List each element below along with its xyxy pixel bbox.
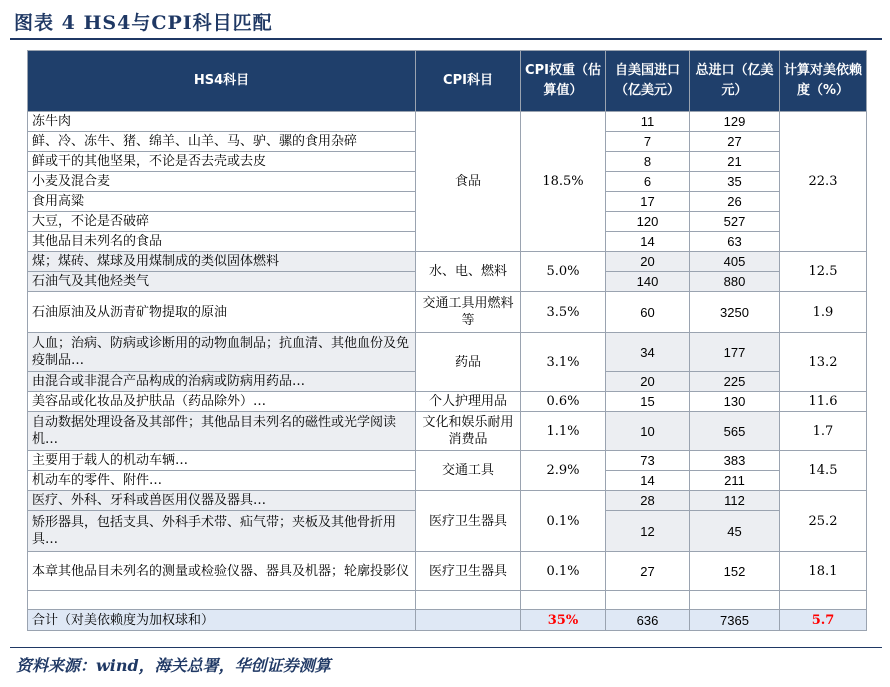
total-import-value: 129 bbox=[690, 112, 780, 132]
total-label: 合计（对美依赖度为加权球和） bbox=[28, 610, 416, 631]
cpi-weight: 0.6% bbox=[521, 392, 606, 412]
dependency-value: 1.9 bbox=[780, 292, 867, 333]
hs4-item: 小麦及混合麦 bbox=[28, 172, 416, 192]
hs4-item: 美容品或化妆品及护肤品（药品除外）… bbox=[28, 392, 416, 412]
total-import-value: 26 bbox=[690, 192, 780, 212]
dependency-value: 14.5 bbox=[780, 451, 867, 491]
cpi-category: 医疗卫生器具 bbox=[416, 552, 521, 591]
us-import-value: 15 bbox=[606, 392, 690, 412]
total-import-value: 211 bbox=[690, 471, 780, 491]
total-import-value: 63 bbox=[690, 232, 780, 252]
dependency-value: 22.3 bbox=[780, 112, 867, 252]
cpi-category: 水、电、燃料 bbox=[416, 252, 521, 292]
total-import-value: 405 bbox=[690, 252, 780, 272]
cpi-category: 文化和娱乐耐用消费品 bbox=[416, 412, 521, 451]
dependency-value: 18.1 bbox=[780, 552, 867, 591]
table-row bbox=[28, 112, 867, 132]
source-note: 资料来源：wind，海关总署，华创证券测算 bbox=[16, 656, 331, 675]
hs4-item: 大豆，不论是否破碎 bbox=[28, 212, 416, 232]
header-hs4: HS4科目 bbox=[28, 51, 416, 112]
cpi-category: 药品 bbox=[416, 333, 521, 392]
dependency-value: 25.2 bbox=[780, 491, 867, 552]
cpi-category: 个人护理用品 bbox=[416, 392, 521, 412]
hs4-item: 冻牛肉 bbox=[28, 112, 416, 132]
dependency-value: 13.2 bbox=[780, 333, 867, 392]
total-import-value: 225 bbox=[690, 372, 780, 392]
total-total-import: 7365 bbox=[690, 610, 780, 631]
total-us-import: 636 bbox=[606, 610, 690, 631]
cpi-category: 医疗卫生器具 bbox=[416, 491, 521, 552]
hs4-item: 医疗、外科、牙科或兽医用仪器及器具… bbox=[28, 491, 416, 511]
hs4-item: 人血；治病、防病或诊断用的动物血制品；抗血清、其他血份及免疫制品… bbox=[28, 333, 416, 372]
total-import-value: 177 bbox=[690, 333, 780, 372]
cpi-weight: 2.9% bbox=[521, 451, 606, 491]
hs4-item: 鲜、冷、冻牛、猪、绵羊、山羊、马、驴、骡的食用杂碎 bbox=[28, 132, 416, 152]
us-import-value: 12 bbox=[606, 511, 690, 552]
hs4-item: 食用高粱 bbox=[28, 192, 416, 212]
us-import-value: 11 bbox=[606, 112, 690, 132]
total-import-value: 383 bbox=[690, 451, 780, 471]
cpi-weight: 18.5% bbox=[521, 112, 606, 252]
hs4-item: 机动车的零件、附件… bbox=[28, 471, 416, 491]
table-row bbox=[28, 333, 867, 372]
figure-title: 图表 4 HS4与CPI科目匹配 bbox=[14, 12, 273, 34]
dependency-value: 12.5 bbox=[780, 252, 867, 292]
total-weight: 35% bbox=[521, 610, 606, 631]
header-cpi: CPI科目 bbox=[416, 51, 521, 112]
us-import-value: 20 bbox=[606, 252, 690, 272]
source-divider bbox=[10, 647, 882, 648]
table-row bbox=[28, 392, 867, 412]
us-import-value: 73 bbox=[606, 451, 690, 471]
us-import-value: 10 bbox=[606, 412, 690, 451]
total-import-value: 45 bbox=[690, 511, 780, 552]
us-import-value: 17 bbox=[606, 192, 690, 212]
hs4-item: 煤；煤砖、煤球及用煤制成的类似固体燃料 bbox=[28, 252, 416, 272]
dependency-value: 1.7 bbox=[780, 412, 867, 451]
us-import-value: 7 bbox=[606, 132, 690, 152]
us-import-value: 8 bbox=[606, 152, 690, 172]
hs4-item: 本章其他品目未列名的测量或检验仪器、器具及机器；轮廓投影仪 bbox=[28, 552, 416, 591]
hs4-item: 其他品目未列名的食品 bbox=[28, 232, 416, 252]
total-row bbox=[28, 610, 867, 631]
hs4-item: 主要用于载人的机动车辆… bbox=[28, 451, 416, 471]
cpi-category: 食品 bbox=[416, 112, 521, 252]
total-import-value: 880 bbox=[690, 272, 780, 292]
hs4-item: 石油气及其他烃类气 bbox=[28, 272, 416, 292]
total-import-value: 27 bbox=[690, 132, 780, 152]
table-row bbox=[28, 451, 867, 471]
hs4-item: 由混合或非混合产品构成的治病或防病用药品… bbox=[28, 372, 416, 392]
us-import-value: 140 bbox=[606, 272, 690, 292]
us-import-value: 20 bbox=[606, 372, 690, 392]
header-dependency: 计算对美依赖度（%） bbox=[780, 51, 867, 112]
cpi-weight: 3.5% bbox=[521, 292, 606, 333]
cpi-weight: 1.1% bbox=[521, 412, 606, 451]
us-import-value: 34 bbox=[606, 333, 690, 372]
title-divider bbox=[10, 38, 882, 40]
hs4-item: 鲜或干的其他坚果，不论是否去壳或去皮 bbox=[28, 152, 416, 172]
cpi-weight: 0.1% bbox=[521, 552, 606, 591]
cpi-weight: 3.1% bbox=[521, 333, 606, 392]
total-import-value: 527 bbox=[690, 212, 780, 232]
us-import-value: 60 bbox=[606, 292, 690, 333]
total-import-value: 130 bbox=[690, 392, 780, 412]
hs4-cpi-table bbox=[27, 50, 867, 631]
us-import-value: 120 bbox=[606, 212, 690, 232]
cpi-category: 交通工具 bbox=[416, 451, 521, 491]
total-cpi-blank bbox=[416, 610, 521, 631]
us-import-value: 6 bbox=[606, 172, 690, 192]
total-dependency: 5.7 bbox=[780, 610, 867, 631]
total-import-value: 35 bbox=[690, 172, 780, 192]
dependency-value: 11.6 bbox=[780, 392, 867, 412]
table-row bbox=[28, 491, 867, 511]
header-weight: CPI权重（估算值） bbox=[521, 51, 606, 112]
table-row bbox=[28, 412, 867, 451]
us-import-value: 14 bbox=[606, 232, 690, 252]
cpi-weight: 0.1% bbox=[521, 491, 606, 552]
table-header-row bbox=[28, 51, 867, 112]
total-import-value: 3250 bbox=[690, 292, 780, 333]
table-row bbox=[28, 292, 867, 333]
total-import-value: 112 bbox=[690, 491, 780, 511]
hs4-item: 石油原油及从沥青矿物提取的原油 bbox=[28, 292, 416, 333]
total-import-value: 21 bbox=[690, 152, 780, 172]
hs4-item: 自动数据处理设备及其部件；其他品目未列名的磁性或光学阅读机… bbox=[28, 412, 416, 451]
cpi-weight: 5.0% bbox=[521, 252, 606, 292]
us-import-value: 28 bbox=[606, 491, 690, 511]
header-us-import: 自美国进口（亿美元） bbox=[606, 51, 690, 112]
spacer-row bbox=[28, 591, 867, 610]
hs4-item: 矫形器具，包括支具、外科手术带、疝气带；夹板及其他骨折用具… bbox=[28, 511, 416, 552]
us-import-value: 14 bbox=[606, 471, 690, 491]
table-row bbox=[28, 252, 867, 272]
header-total-import: 总进口（亿美元） bbox=[690, 51, 780, 112]
total-import-value: 152 bbox=[690, 552, 780, 591]
total-import-value: 565 bbox=[690, 412, 780, 451]
us-import-value: 27 bbox=[606, 552, 690, 591]
table-row bbox=[28, 552, 867, 591]
cpi-category: 交通工具用燃料等 bbox=[416, 292, 521, 333]
